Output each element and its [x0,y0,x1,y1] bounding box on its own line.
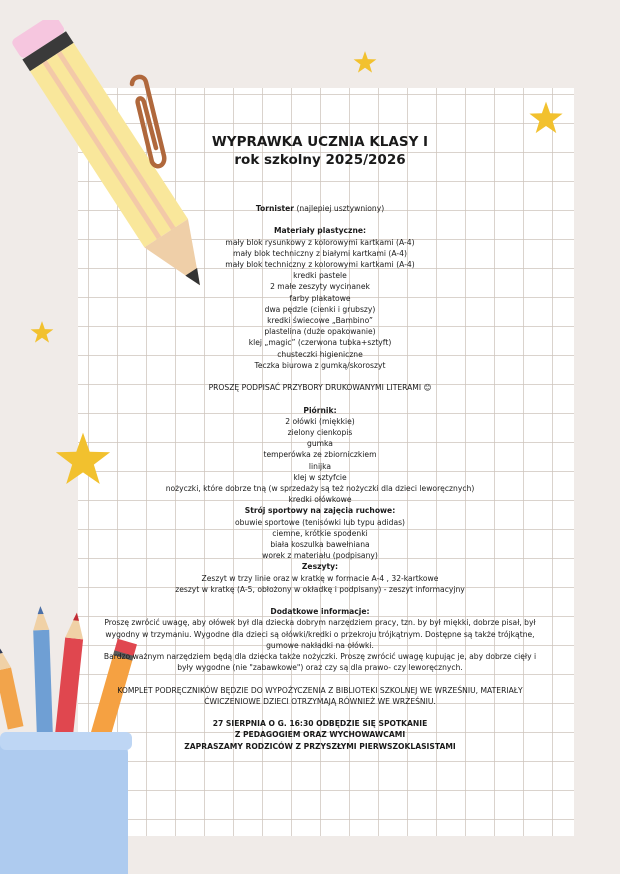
meeting-line-3: ZAPRASZAMY RODZICÓW Z PRZYSZŁYMI PIERWSZOKLASISTAMI [184,741,456,751]
list-item: biała koszulka bawełniana [270,540,370,550]
list-item: klej w sztyfcie [293,472,347,482]
list-item: plastelina (duże opakowanie) [264,327,376,337]
title-line-2: rok szkolny 2025/2026 [234,152,406,168]
scissors-advice-paragraph: Bardzo ważnym narzędziem będą dla dziecka także nożyczki. Proszę zwrócić uwagę kupując je, aby dobrze cięły i były wygodne (nie "zabawkowe") oraz czy są dla prawo- czy leworęcznych. [103,652,537,673]
sign-supplies-notice: PROSZĘ PODPISAĆ PRZYBORY DRUKOWANYMI LITERAMI 😊 [208,383,432,393]
list-item: obuwie sportowe (tenisówki lub typu adidas) [234,517,406,527]
star-icon [352,50,378,76]
meeting-line-2: Z PEDAGOGIEM ORAZ WYCHOWAWCAMI [234,730,406,740]
list-item: kredki ołówkowe [288,495,352,505]
list-item: linijka [308,461,332,471]
list-item: mały blok techniczny z białymi kartkami (A-4) [233,248,407,258]
list-item: worek z materiału (podpisany) [262,551,378,561]
list-item: chusteczki higieniczne [277,349,363,359]
meeting-announcement [100,718,540,752]
list-item: farby plakatowe [289,293,351,303]
list-item: 2 małe zeszyty wycinanek [270,282,370,292]
list-item: mały blok techniczny z kolorowymi kartkami (A-4) [225,260,415,269]
materialy-heading: Materiały plastyczne: [273,226,367,236]
textbooks-notice: KOMPLET PODRĘCZNIKÓW BĘDZIE DO WYPOŻYCZENIA Z BIBLIOTEKI SZKOLNEJ WE WRZEŚNIU, MATERIAŁY ĆWICZENIOWE DZIECI OTRZYMAJĄ RÓWNIEŻ WE WRZEŚNIU. [117,685,523,706]
zeszyty-list [100,573,540,595]
list-item: kredki pastele [293,271,347,281]
tornister-note: (najlepiej usztywniony) [296,204,385,213]
list-item: zeszyt w kratkę (A-5, obłożony w okładkę i podpisany) - zeszyt informacyjny [175,584,465,594]
list-item: gumka [307,439,333,449]
pencil-advice-paragraph: Proszę zwrócić uwagę, aby ołówek był dla dziecka dobrym narzędziem pracy, tzn. by był miękki, dobrze pisał, był wygodny w trzymaniu. Wygodne dla dzieci są ołówki/kredki o przekroju trójkątnym. Dostępne są także trójkątne, gumowe nakładki na ołówki. [104,618,536,650]
tornister-line [100,203,540,214]
list-item: mały blok rysunkowy z kolorowymi kartkami (A-4) [225,237,415,247]
title-line-1: WYPRAWKA UCZNIA KLASY I [211,134,429,150]
dodatkowe-heading: Dodatkowe informacje: [270,607,370,617]
stroj-list [100,517,540,562]
list-item: nożyczki, które dobrze tną (w sprzedaży są też nożyczki dla dzieci leworęcznych) [165,484,475,494]
list-item: klej „magic” (czerwona tubka+sztyft) [248,338,392,348]
meeting-line-1: 27 SIERPNIA O G. 16:30 ODBĘDZIE SIĘ SPOTKANIE [212,719,428,729]
doc-title [100,133,540,169]
list-item: kredki świecowe „Bambino” [267,316,373,326]
list-item: dwa pędzle (cienki i grubszy) [264,304,376,314]
zeszyty-heading: Zeszyty: [301,562,339,572]
document-body [100,133,540,752]
tornister-label: Tornister [255,204,295,213]
list-item: 2 ołówki (miękkie) [285,416,355,426]
stroj-heading: Strój sportowy na zajęcia ruchowe: [244,506,396,516]
piornik-heading: Piórnik: [303,405,337,415]
materialy-list [100,237,540,371]
list-item: zielony cienkopis [287,428,353,438]
list-item: Teczka biurowa z gumką/skoroszyt [254,360,386,370]
list-item: Zeszyt w trzy linie oraz w kratkę w formacie A-4 , 32-kartkowe [201,573,439,583]
list-item: temperówka ze zbiorniczkiem [263,450,377,460]
piornik-list [100,416,540,506]
list-item: ciemne, krótkie spodenki [272,528,368,538]
